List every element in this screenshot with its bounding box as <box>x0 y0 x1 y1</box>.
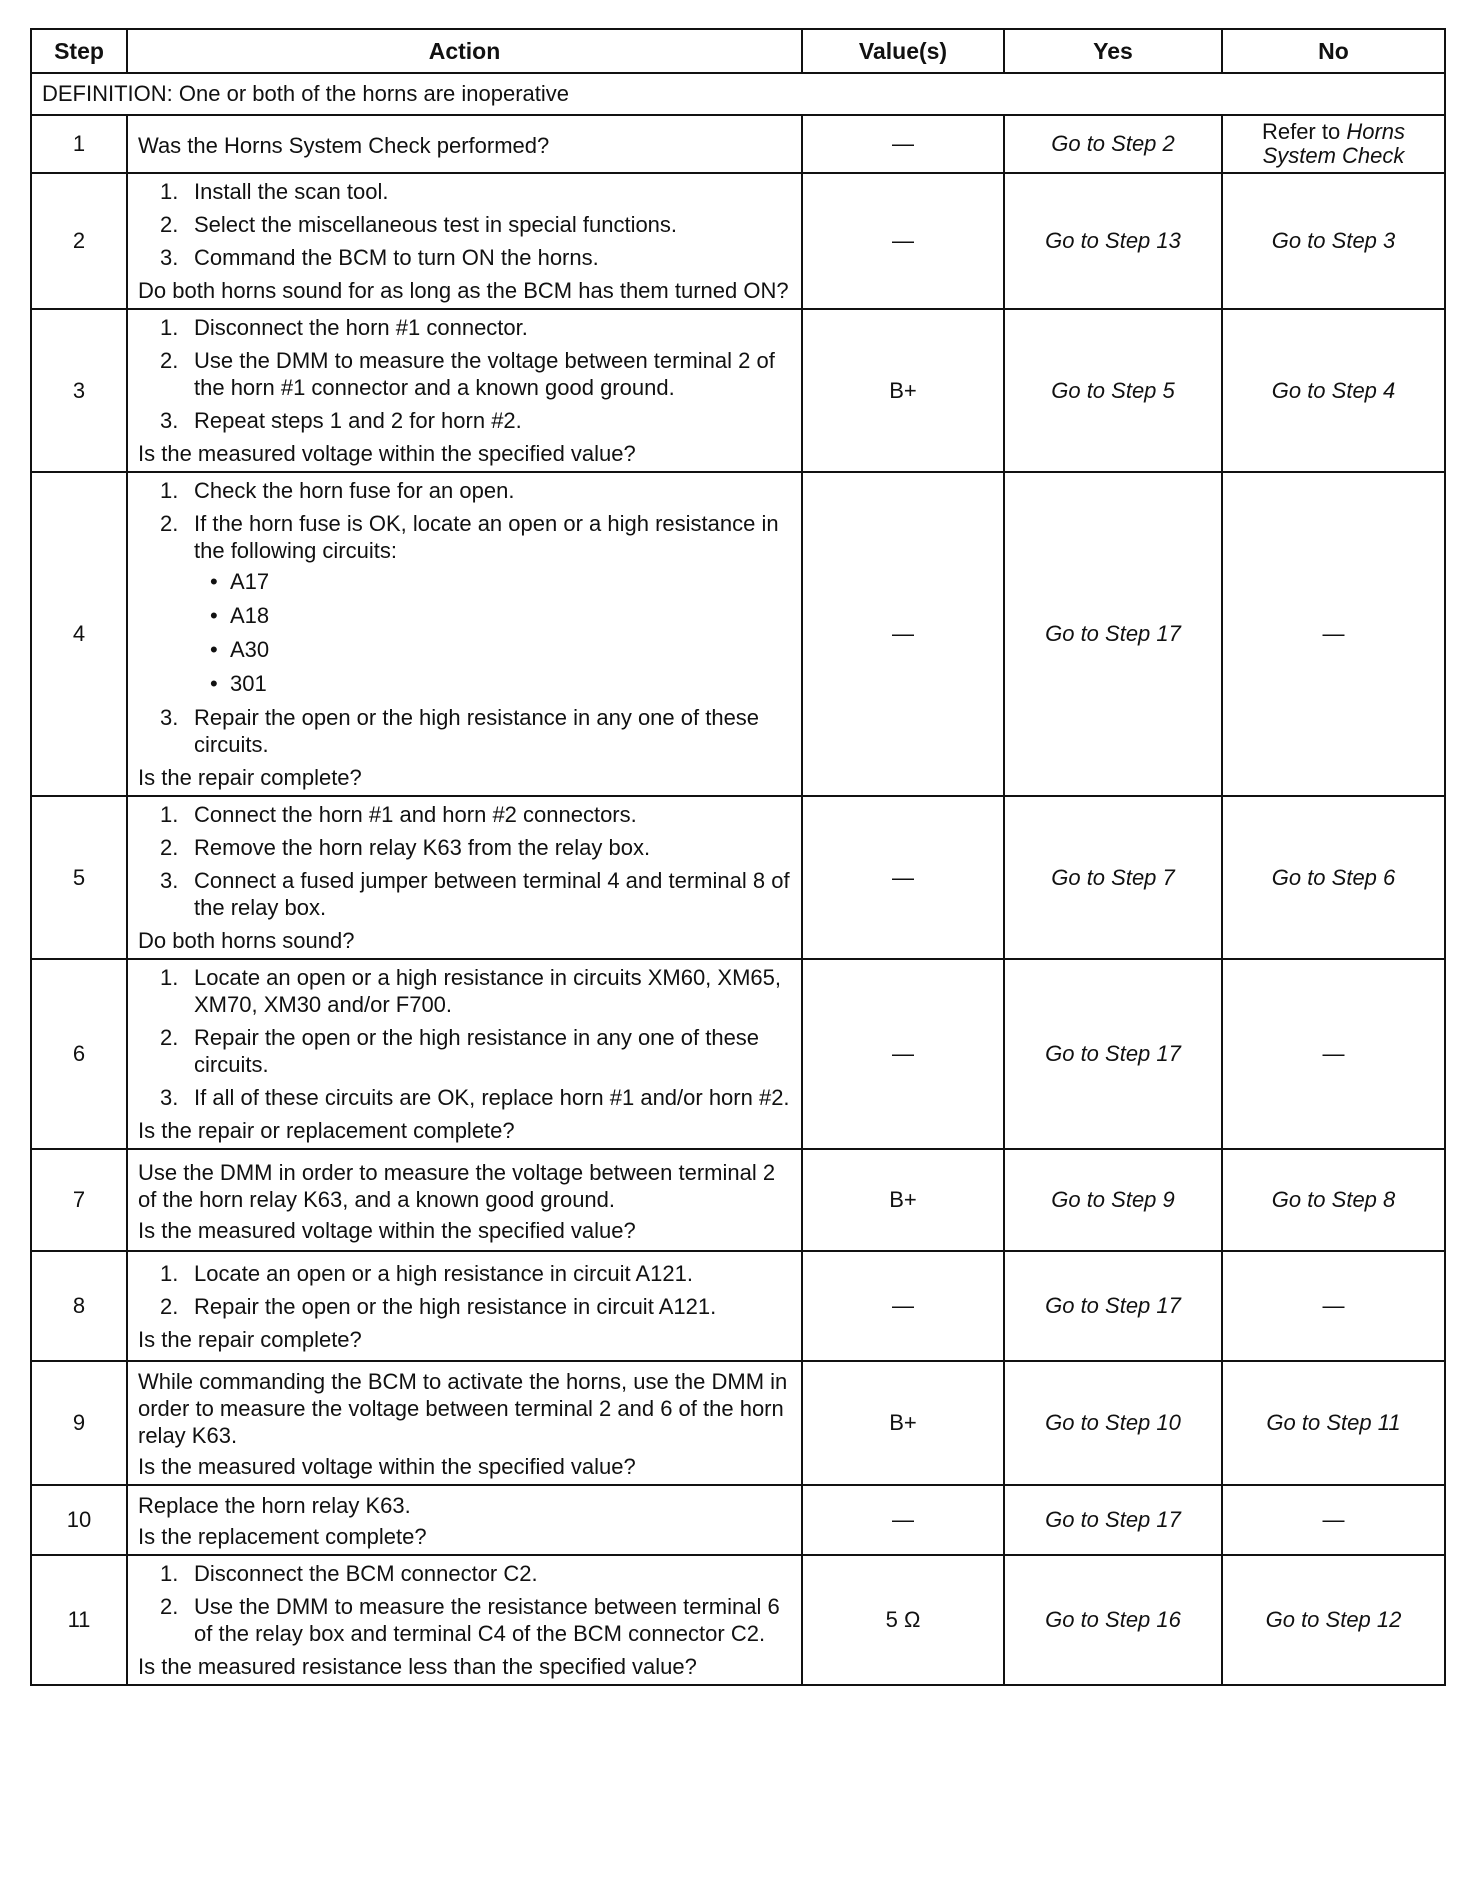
table-row <box>31 472 1445 796</box>
list-item <box>138 314 791 341</box>
value-cell: — <box>802 115 1004 173</box>
action-question: Is the measured voltage within the specified value? <box>138 1217 636 1243</box>
list-item-text: Repair the open or the high resistance in circuit A121. <box>194 1293 717 1319</box>
list-item-number: 1. <box>160 478 179 503</box>
list-item-text: Repeat steps 1 and 2 for horn #2. <box>194 408 522 433</box>
circuit-item: • 301 <box>194 670 791 697</box>
list-item-text: Disconnect the horn #1 connector. <box>194 315 528 340</box>
action-steps-list <box>138 314 791 434</box>
no-cell: Go to Step 12 <box>1222 1555 1445 1685</box>
list-item <box>138 704 791 758</box>
diagnostic-table <box>30 28 1446 1686</box>
action-steps-list <box>138 178 791 271</box>
list-item <box>138 510 791 697</box>
table-row <box>31 309 1445 472</box>
table-row <box>31 1555 1445 1685</box>
action-intro: While commanding the BCM to activate the horns, use the DMM in order to measure the voltage between terminal 2 and 6 of the horn relay K63. <box>138 1369 788 1448</box>
header-yes: Yes <box>1004 29 1222 73</box>
no-cell: — <box>1222 472 1445 796</box>
step-number: 4 <box>31 472 127 796</box>
value-cell: — <box>802 796 1004 959</box>
action-cell <box>127 959 802 1149</box>
list-item-number: 2. <box>160 1594 179 1619</box>
header-values: Value(s) <box>802 29 1004 73</box>
value-cell: B+ <box>802 1149 1004 1251</box>
action-question: Is the measured resistance less than the specified value? <box>138 1654 697 1679</box>
yes-cell: Go to Step 13 <box>1004 173 1222 309</box>
action-intro: Replace the horn relay K63. <box>138 1493 411 1518</box>
value-cell: — <box>802 173 1004 309</box>
action-steps-list <box>138 477 791 758</box>
list-item-text: Repair the open or the high resistance in any one of these circuits. <box>194 1025 760 1077</box>
list-item <box>138 1560 791 1587</box>
no-cell: — <box>1222 1485 1445 1555</box>
action-question: Is the measured voltage within the specified value? <box>138 1454 636 1479</box>
circuit-item: • A30 <box>194 636 791 663</box>
list-item-text: If the horn fuse is OK, locate an open or a high resistance in the following circuits: <box>194 511 779 563</box>
header-step: Step <box>31 29 127 73</box>
action-question: Do both horns sound? <box>138 928 355 953</box>
action-question: Is the replacement complete? <box>138 1524 427 1549</box>
list-item <box>138 1293 791 1320</box>
yes-cell: Go to Step 7 <box>1004 796 1222 959</box>
list-item-text: Use the DMM to measure the voltage between terminal 2 of the horn #1 connector and a known good ground. <box>194 348 775 400</box>
action-cell <box>127 115 802 173</box>
list-item-number: 3. <box>160 1085 179 1110</box>
list-item-number: 3. <box>160 245 179 270</box>
table-row <box>31 1149 1445 1251</box>
step-number: 11 <box>31 1555 127 1685</box>
list-item-text: Command the BCM to turn ON the horns. <box>194 245 599 270</box>
list-item <box>138 1593 791 1647</box>
list-item <box>138 1260 791 1287</box>
action-cell <box>127 1149 802 1251</box>
step-number: 10 <box>31 1485 127 1555</box>
action-steps-list <box>138 1560 791 1647</box>
circuit-item: • A18 <box>194 602 791 629</box>
action-cell <box>127 309 802 472</box>
action-question: Is the repair complete? <box>138 765 362 790</box>
list-item <box>138 801 791 828</box>
no-cell: Go to Step 3 <box>1222 173 1445 309</box>
step-number: 7 <box>31 1149 127 1251</box>
list-item-number: 2. <box>160 1293 179 1319</box>
header-no: No <box>1222 29 1445 73</box>
list-item-text: Locate an open or a high resistance in circuits XM60, XM65, XM70, XM30 and/or F700. <box>194 965 781 1017</box>
circuit-item: • A17 <box>194 568 791 595</box>
list-item-number: 1. <box>160 315 179 340</box>
list-item-number: 2. <box>160 1025 179 1050</box>
action-cell <box>127 173 802 309</box>
list-item <box>138 964 791 1018</box>
table-row <box>31 1485 1445 1555</box>
action-cell <box>127 1251 802 1361</box>
no-cell: Go to Step 4 <box>1222 309 1445 472</box>
list-item <box>138 211 791 238</box>
action-question: Was the Horns System Check performed? <box>138 132 550 158</box>
table-row <box>31 1361 1445 1485</box>
value-cell: — <box>802 959 1004 1149</box>
value-cell: B+ <box>802 309 1004 472</box>
action-question: Is the repair complete? <box>138 1326 362 1352</box>
list-item-text: Check the horn fuse for an open. <box>194 478 515 503</box>
list-item-number: 2. <box>160 835 179 860</box>
list-item-number: 2. <box>160 212 179 237</box>
table-row <box>31 1251 1445 1361</box>
value-cell: — <box>802 1485 1004 1555</box>
table-row <box>31 959 1445 1149</box>
diagnostic-page <box>30 28 1444 1686</box>
list-item <box>138 834 791 861</box>
step-number: 1 <box>31 115 127 173</box>
no-cell: — <box>1222 959 1445 1149</box>
step-number: 6 <box>31 959 127 1149</box>
no-cell: Go to Step 6 <box>1222 796 1445 959</box>
action-cell <box>127 1485 802 1555</box>
yes-cell: Go to Step 2 <box>1004 115 1222 173</box>
action-question: Do both horns sound for as long as the BCM has them turned ON? <box>138 278 789 303</box>
action-intro: Use the DMM in order to measure the voltage between terminal 2 of the horn relay K63, and a known good ground. <box>138 1159 776 1212</box>
action-cell <box>127 472 802 796</box>
value-cell: B+ <box>802 1361 1004 1485</box>
header-row <box>31 29 1445 73</box>
no-cell: Go to Step 11 <box>1222 1361 1445 1485</box>
list-item <box>138 477 791 504</box>
list-item <box>138 178 791 205</box>
value-cell: — <box>802 1251 1004 1361</box>
list-item-text: Select the miscellaneous test in special functions. <box>194 212 678 237</box>
list-item-text: Remove the horn relay K63 from the relay box. <box>194 835 651 860</box>
list-item-text: Install the scan tool. <box>194 179 389 204</box>
action-cell <box>127 796 802 959</box>
circuit-list <box>194 568 791 697</box>
list-item-text: Connect the horn #1 and horn #2 connectors. <box>194 802 637 827</box>
step-number: 9 <box>31 1361 127 1485</box>
value-cell: 5 Ω <box>802 1555 1004 1685</box>
list-item <box>138 347 791 401</box>
refer-prefix: Refer to <box>1261 119 1341 144</box>
step-number: 2 <box>31 173 127 309</box>
list-item-number: 1. <box>160 1561 179 1586</box>
value-cell: — <box>802 472 1004 796</box>
action-question: Is the measured voltage within the specified value? <box>138 441 636 466</box>
list-item-text: Locate an open or a high resistance in circuit A121. <box>194 1260 693 1286</box>
list-item-number: 3. <box>160 705 179 730</box>
yes-cell: Go to Step 17 <box>1004 1251 1222 1361</box>
step-number: 5 <box>31 796 127 959</box>
action-question: Is the repair or replacement complete? <box>138 1118 515 1143</box>
list-item-number: 3. <box>160 408 179 433</box>
list-item-number: 1. <box>160 179 179 204</box>
refer-target: Horns System Check <box>1262 119 1406 168</box>
list-item-text: Disconnect the BCM connector C2. <box>194 1561 538 1586</box>
yes-cell: Go to Step 17 <box>1004 1485 1222 1555</box>
step-number: 8 <box>31 1251 127 1361</box>
action-cell <box>127 1555 802 1685</box>
definition-row <box>31 73 1445 115</box>
table-row <box>31 115 1445 173</box>
list-item-text: Use the DMM to measure the resistance between terminal 6 of the relay box and terminal C4 of the BCM connector C2. <box>194 1594 780 1646</box>
yes-cell: Go to Step 10 <box>1004 1361 1222 1485</box>
action-steps-list <box>138 1260 791 1320</box>
list-item <box>138 244 791 271</box>
list-item-number: 1. <box>160 1260 179 1286</box>
action-steps-list <box>138 801 791 921</box>
action-cell <box>127 1361 802 1485</box>
table-row <box>31 173 1445 309</box>
list-item-number: 3. <box>160 868 179 893</box>
no-cell <box>1222 115 1445 173</box>
list-item-text: Repair the open or the high resistance in any one of these circuits. <box>194 705 760 757</box>
list-item <box>138 1084 791 1111</box>
yes-cell: Go to Step 5 <box>1004 309 1222 472</box>
no-cell: — <box>1222 1251 1445 1361</box>
step-number: 3 <box>31 309 127 472</box>
yes-cell: Go to Step 16 <box>1004 1555 1222 1685</box>
list-item-number: 2. <box>160 511 179 536</box>
table-row <box>31 796 1445 959</box>
header-action: Action <box>127 29 802 73</box>
list-item-number: 1. <box>160 965 179 990</box>
list-item-number: 2. <box>160 348 179 373</box>
list-item <box>138 867 791 921</box>
yes-cell: Go to Step 17 <box>1004 472 1222 796</box>
list-item-number: 1. <box>160 802 179 827</box>
list-item <box>138 407 791 434</box>
list-item-text: If all of these circuits are OK, replace horn #1 and/or horn #2. <box>194 1085 790 1110</box>
yes-cell: Go to Step 17 <box>1004 959 1222 1149</box>
list-item <box>138 1024 791 1078</box>
action-steps-list <box>138 964 791 1111</box>
definition-text: DEFINITION: One or both of the horns are inoperative <box>31 73 1445 115</box>
no-cell: Go to Step 8 <box>1222 1149 1445 1251</box>
list-item-text: Connect a fused jumper between terminal 4 and terminal 8 of the relay box. <box>194 868 790 920</box>
yes-cell: Go to Step 9 <box>1004 1149 1222 1251</box>
